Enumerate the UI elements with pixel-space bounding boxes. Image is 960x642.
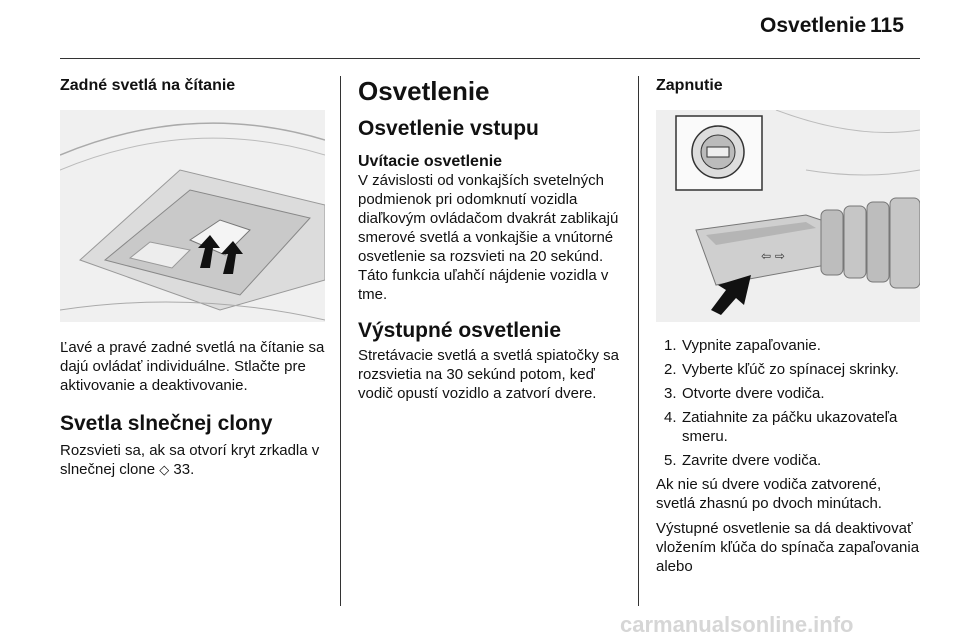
activation-heading: Zapnutie bbox=[656, 77, 723, 94]
column-divider-right bbox=[638, 76, 639, 606]
section-title: Osvetlenie bbox=[358, 76, 490, 106]
reading-lights-illustration bbox=[60, 110, 325, 322]
column-3 bbox=[656, 76, 922, 576]
welcome-lighting-text: V závislosti od vonkajších svetelných podmienok pri odomknutí vozidla diaľkovým ovládačom dvakrát zablikajú smerové svetlá a vonkajšie a vnútorné osvetlenie sa rozsvieti na 20 sekúnd. Táto funkcia uľahčí nájdenie vozidla v tme. bbox=[358, 172, 619, 303]
step-text: Vypnite zapaľovanie. bbox=[682, 337, 821, 354]
deactivation-note: Výstupné osvetlenie sa dá deaktivovať vložením kľúča do spínača zapaľovania alebo bbox=[656, 520, 920, 575]
step-number: 4. bbox=[664, 409, 677, 426]
step-number: 5. bbox=[664, 452, 677, 469]
page-number: 115 bbox=[870, 14, 904, 37]
column-2 bbox=[358, 76, 626, 403]
turn-signal-drawing bbox=[656, 110, 920, 322]
reading-lights-heading: Zadné svetlá na čítanie bbox=[60, 77, 236, 94]
step-text: Otvorte dvere vodiča. bbox=[682, 385, 825, 402]
exit-lighting-heading: Výstupné osvetlenie bbox=[358, 319, 562, 342]
door-open-note: Ak nie sú dvere vodiča zatvorené, svetlá zhasnú po dvoch minútach. bbox=[656, 476, 882, 512]
step-text: Zavrite dvere vodiča. bbox=[682, 452, 822, 469]
entry-lighting-heading: Osvetlenie vstupu bbox=[358, 117, 539, 140]
step-text: Vyberte kľúč zo spínacej skrinky. bbox=[682, 361, 899, 378]
column-divider-left bbox=[340, 76, 341, 606]
list-item bbox=[656, 451, 922, 470]
sun-visor-lights-text bbox=[60, 441, 325, 480]
sun-visor-text: Rozsvieti sa, ak sa otvorí kryt zrkadla v slnečnej clone bbox=[60, 442, 320, 478]
reading-lights-text: Ľavé a pravé zadné svetlá na čítanie sa dajú ovládať individuálne. Stlačte pre aktivovanie a deaktivovanie. bbox=[60, 339, 325, 394]
list-item bbox=[656, 336, 922, 355]
header-rule bbox=[60, 58, 920, 59]
list-item bbox=[656, 384, 922, 403]
welcome-lighting-heading: Uvítacie osvetlenie bbox=[358, 153, 503, 170]
page-ref: 33. bbox=[173, 461, 195, 478]
list-item bbox=[656, 408, 922, 446]
activation-steps bbox=[656, 336, 922, 470]
step-number: 1. bbox=[664, 337, 677, 354]
watermark: carmanualsonline.info bbox=[620, 612, 854, 637]
reading-lights-drawing bbox=[60, 110, 325, 322]
arrow-ref-icon: ◇ bbox=[159, 463, 170, 478]
list-item bbox=[656, 360, 922, 379]
sun-visor-lights-heading: Svetla slnečnej clony bbox=[60, 412, 273, 435]
column-1 bbox=[60, 76, 325, 480]
step-number: 2. bbox=[664, 361, 677, 378]
svg-text:⇦ ⇨: ⇦ ⇨ bbox=[761, 249, 785, 263]
step-text: Zatiahnite za páčku ukazovateľa smeru. bbox=[682, 409, 898, 445]
exit-lighting-text: Stretávacie svetlá a svetlá spiatočky sa rozsvietia na 30 sekúnd potom, keď vodič opustí vozidlo a zatvorí dvere. bbox=[358, 347, 619, 402]
turn-signal-illustration bbox=[656, 110, 920, 322]
step-number: 3. bbox=[664, 385, 677, 402]
page-header-title: Osvetlenie bbox=[760, 14, 867, 37]
